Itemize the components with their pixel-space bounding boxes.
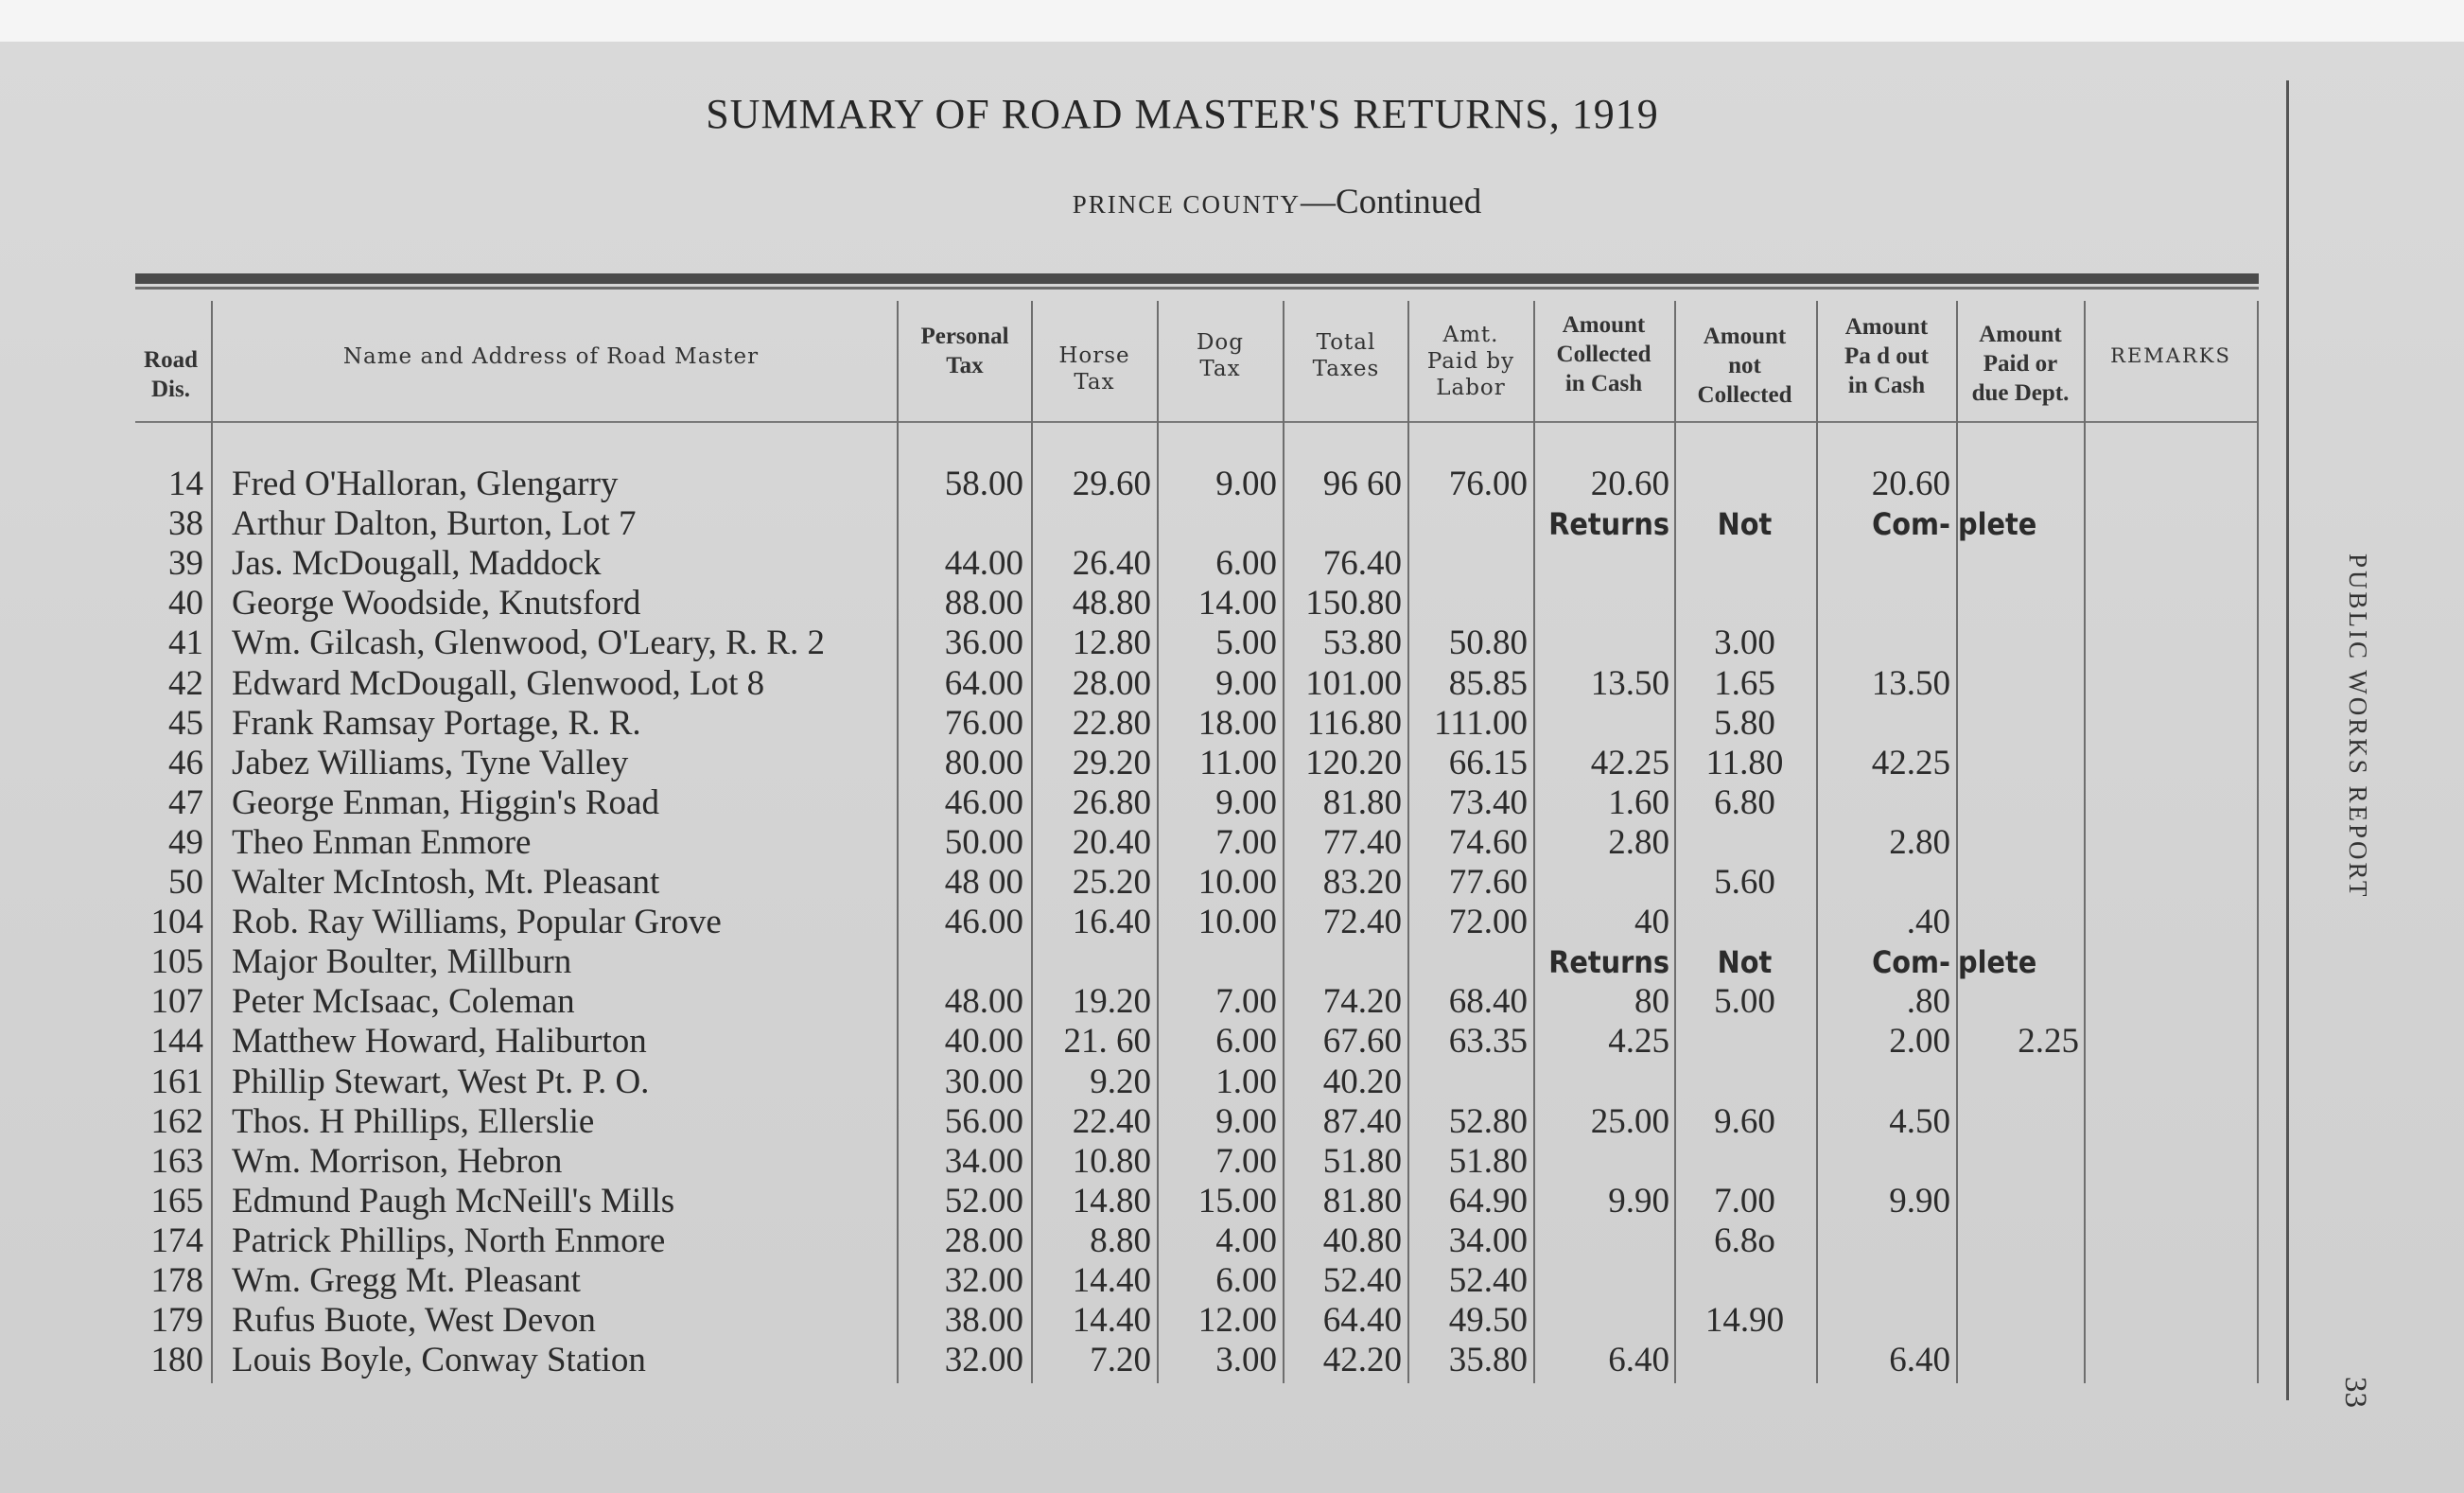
cell-collected-cash: 1.60 (1608, 783, 1669, 822)
cell-total-taxes: 76.40 (1322, 544, 1402, 583)
cell-horse-tax: 26.40 (1072, 544, 1151, 583)
page-subtitle (851, 182, 1703, 222)
cell-name: George Woodside, Knutsford (232, 584, 641, 623)
cell-personal-tax: 40.00 (944, 1022, 1023, 1061)
cell-dog-tax: 4.00 (1215, 1221, 1277, 1260)
cell-personal-tax: 64.00 (944, 664, 1023, 703)
cell-paid-out-cash: .40 (1906, 903, 1950, 941)
cell-paid-due-dept: 2.25 (2018, 1022, 2079, 1061)
cell-horse-tax: 7.20 (1090, 1341, 1151, 1379)
cell-dog-tax: 7.00 (1215, 823, 1277, 862)
header-collected-cash: Amount Collected in Cash (1556, 312, 1651, 396)
cell-collected-cash: 20.60 (1590, 465, 1669, 503)
cell-horse-tax: 26.80 (1072, 783, 1151, 822)
cell-not-collected: 5.80 (1714, 704, 1775, 743)
cell-personal-tax: 48.00 (944, 982, 1023, 1021)
cell-road-dis: 163 (150, 1142, 203, 1181)
page-number: 33 (2338, 1377, 2372, 1408)
cell-road-dis: 174 (150, 1221, 203, 1260)
cell-paid-due-dept: plete (1958, 506, 2037, 542)
column-divider (2257, 301, 2259, 1383)
cell-paid-labor: 73.40 (1448, 783, 1528, 822)
cell-name: Rufus Buote, West Devon (232, 1301, 596, 1340)
cell-total-taxes: 96 60 (1322, 465, 1402, 503)
cell-horse-tax: 28.00 (1072, 664, 1151, 703)
cell-paid-due-dept: plete (1958, 944, 2037, 980)
cell-road-dis: 41 (168, 624, 203, 662)
cell-name: Major Boulter, Millburn (232, 942, 572, 981)
cell-total-taxes: 101.00 (1305, 664, 1402, 703)
cell-personal-tax: 76.00 (944, 704, 1023, 743)
cell-road-dis: 144 (150, 1022, 203, 1061)
cell-personal-tax: 44.00 (944, 544, 1023, 583)
cell-name: Louis Boyle, Conway Station (232, 1341, 646, 1379)
header-horse-tax: Horse Tax (1058, 343, 1130, 395)
table-top-rule-thin (135, 287, 2259, 290)
cell-name: Phillip Stewart, West Pt. P. O. (232, 1063, 650, 1101)
cell-dog-tax: 6.00 (1215, 1261, 1277, 1300)
header-road-dis: Road Dis. (144, 347, 198, 402)
cell-name: Theo Enman Enmore (232, 823, 532, 862)
cell-personal-tax: 52.00 (944, 1182, 1023, 1221)
cell-total-taxes: 67.60 (1322, 1022, 1402, 1061)
cell-name: Fred O'Halloran, Glengarry (232, 465, 619, 503)
header-dog-tax: Dog Tax (1196, 330, 1244, 381)
cell-collected-cash: 9.90 (1608, 1182, 1669, 1221)
cell-collected-cash: 25.00 (1590, 1102, 1669, 1141)
cell-total-taxes: 40.20 (1322, 1063, 1402, 1101)
cell-personal-tax: 46.00 (944, 783, 1023, 822)
column-divider (1956, 301, 1958, 1383)
cell-paid-labor: 111.00 (1433, 704, 1528, 743)
cell-name: Rob. Ray Williams, Popular Grove (232, 903, 722, 941)
cell-total-taxes: 81.80 (1322, 783, 1402, 822)
cell-paid-labor: 77.60 (1448, 863, 1528, 902)
cell-paid-labor: 66.15 (1448, 744, 1528, 782)
cell-collected-cash: 80 (1634, 982, 1669, 1021)
cell-dog-tax: 9.00 (1215, 783, 1277, 822)
cell-total-taxes: 81.80 (1322, 1182, 1402, 1221)
cell-paid-labor: 52.40 (1448, 1261, 1528, 1300)
cell-not-collected: 5.00 (1714, 982, 1775, 1021)
cell-name: Wm. Gregg Mt. Pleasant (232, 1261, 581, 1300)
subtitle-continued: —Continued (1301, 183, 1482, 221)
cell-paid-out-cash: 2.00 (1889, 1022, 1950, 1061)
cell-total-taxes: 83.20 (1322, 863, 1402, 902)
page-title: SUMMARY OF ROAD MASTER'S RETURNS, 1919 (706, 91, 1659, 137)
cell-personal-tax: 36.00 (944, 624, 1023, 662)
cell-total-taxes: 51.80 (1322, 1142, 1402, 1181)
cell-paid-labor: 74.60 (1448, 823, 1528, 862)
cell-horse-tax: 8.80 (1090, 1221, 1151, 1260)
cell-personal-tax: 32.00 (944, 1261, 1023, 1300)
cell-name: George Enman, Higgin's Road (232, 783, 659, 822)
cell-dog-tax: 18.00 (1197, 704, 1277, 743)
cell-not-collected: 3.00 (1714, 624, 1775, 662)
column-divider (1674, 301, 1676, 1383)
cell-total-taxes: 77.40 (1322, 823, 1402, 862)
cell-personal-tax: 38.00 (944, 1301, 1023, 1340)
cell-horse-tax: 19.20 (1072, 982, 1151, 1021)
cell-not-collected: Not (1717, 506, 1773, 542)
cell-horse-tax: 20.40 (1072, 823, 1151, 862)
cell-horse-tax: 14.80 (1072, 1182, 1151, 1221)
county-name: PRINCE COUNTY (1072, 190, 1302, 219)
cell-dog-tax: 6.00 (1215, 1022, 1277, 1061)
column-divider (2084, 301, 2086, 1383)
header-name: Name and Address of Road Master (342, 344, 760, 369)
cell-collected-cash: 2.80 (1608, 823, 1669, 862)
cell-horse-tax: 21. 60 (1063, 1022, 1151, 1061)
cell-horse-tax: 29.20 (1072, 744, 1151, 782)
header-total-taxes: Total Taxes (1312, 330, 1380, 381)
cell-road-dis: 45 (168, 704, 203, 743)
cell-collected-cash: 40 (1634, 903, 1669, 941)
cell-paid-labor: 52.80 (1448, 1102, 1528, 1141)
cell-name: Patrick Phillips, North Enmore (232, 1221, 666, 1260)
header-remarks: REMARKS (2110, 344, 2231, 367)
cell-total-taxes: 87.40 (1322, 1102, 1402, 1141)
cell-horse-tax: 22.40 (1072, 1102, 1151, 1141)
cell-name: Edmund Paugh McNeill's Mills (232, 1182, 675, 1221)
cell-not-collected: 14.90 (1704, 1301, 1785, 1340)
cell-not-collected: 6.8o (1714, 1221, 1775, 1260)
column-divider (211, 301, 213, 1383)
cell-horse-tax: 14.40 (1072, 1301, 1151, 1340)
cell-paid-labor: 34.00 (1448, 1221, 1528, 1260)
cell-road-dis: 14 (168, 465, 203, 503)
cell-personal-tax: 30.00 (944, 1063, 1023, 1101)
cell-horse-tax: 9.20 (1090, 1063, 1151, 1101)
cell-paid-out-cash: Com- (1872, 944, 1950, 980)
cell-paid-labor: 76.00 (1448, 465, 1528, 503)
cell-total-taxes: 52.40 (1322, 1261, 1402, 1300)
cell-dog-tax: 1.00 (1215, 1063, 1277, 1101)
cell-total-taxes: 150.80 (1305, 584, 1402, 623)
cell-personal-tax: 48 00 (944, 863, 1023, 902)
cell-paid-out-cash: 4.50 (1889, 1102, 1950, 1141)
cell-road-dis: 46 (168, 744, 203, 782)
cell-road-dis: 104 (150, 903, 203, 941)
cell-paid-labor: 50.80 (1448, 624, 1528, 662)
cell-dog-tax: 7.00 (1215, 982, 1277, 1021)
cell-paid-labor: 51.80 (1448, 1142, 1528, 1181)
cell-road-dis: 165 (150, 1182, 203, 1221)
cell-paid-labor: 72.00 (1448, 903, 1528, 941)
cell-road-dis: 42 (168, 664, 203, 703)
cell-total-taxes: 116.80 (1306, 704, 1402, 743)
cell-not-collected: Not (1717, 944, 1773, 980)
cell-paid-out-cash: .80 (1906, 982, 1950, 1021)
header-paid-due-dept: Amount Paid or due Dept. (1971, 322, 2070, 406)
cell-total-taxes: 53.80 (1322, 624, 1402, 662)
cell-road-dis: 50 (168, 863, 203, 902)
cell-horse-tax: 10.80 (1072, 1142, 1151, 1181)
cell-dog-tax: 3.00 (1215, 1341, 1277, 1379)
cell-dog-tax: 14.00 (1197, 584, 1277, 623)
cell-total-taxes: 42.20 (1322, 1341, 1402, 1379)
cell-collected-cash: 42.25 (1590, 744, 1669, 782)
cell-road-dis: 39 (168, 544, 203, 583)
cell-personal-tax: 34.00 (944, 1142, 1023, 1181)
cell-collected-cash: 4.25 (1608, 1022, 1669, 1061)
cell-road-dis: 47 (168, 783, 203, 822)
cell-dog-tax: 5.00 (1215, 624, 1277, 662)
cell-collected-cash: 13.50 (1590, 664, 1669, 703)
side-label: PUBLIC WORKS REPORT (2344, 553, 2372, 900)
header-not-collected: Amount not Collected (1697, 324, 1792, 408)
cell-name: Thos. H Phillips, Ellerslie (232, 1102, 595, 1141)
cell-collected-cash: Returns (1548, 944, 1669, 980)
table-top-rule (135, 273, 2259, 284)
cell-dog-tax: 9.00 (1215, 664, 1277, 703)
cell-road-dis: 49 (168, 823, 203, 862)
cell-horse-tax: 48.80 (1072, 584, 1151, 623)
cell-paid-out-cash: 6.40 (1889, 1341, 1950, 1379)
cell-collected-cash: Returns (1548, 506, 1669, 542)
cell-dog-tax: 12.00 (1197, 1301, 1277, 1340)
cell-paid-labor: 68.40 (1448, 982, 1528, 1021)
cell-personal-tax: 28.00 (944, 1221, 1023, 1260)
cell-horse-tax: 16.40 (1072, 903, 1151, 941)
cell-personal-tax: 80.00 (944, 744, 1023, 782)
cell-paid-out-cash: 20.60 (1871, 465, 1950, 503)
header-bottom-rule (135, 421, 2259, 423)
cell-dog-tax: 11.00 (1199, 744, 1277, 782)
cell-personal-tax: 32.00 (944, 1341, 1023, 1379)
cell-road-dis: 38 (168, 504, 203, 543)
cell-not-collected: 7.00 (1714, 1182, 1775, 1221)
cell-paid-out-cash: Com- (1872, 506, 1950, 542)
cell-name: Peter McIsaac, Coleman (232, 982, 575, 1021)
cell-paid-labor: 63.35 (1448, 1022, 1528, 1061)
cell-personal-tax: 58.00 (944, 465, 1023, 503)
cell-dog-tax: 9.00 (1215, 1102, 1277, 1141)
cell-road-dis: 105 (150, 942, 203, 981)
cell-name: Matthew Howard, Haliburton (232, 1022, 647, 1061)
cell-total-taxes: 74.20 (1322, 982, 1402, 1021)
cell-horse-tax: 29.60 (1072, 465, 1151, 503)
cell-not-collected: 11.80 (1705, 744, 1784, 782)
cell-name: Jabez Williams, Tyne Valley (232, 744, 629, 782)
cell-paid-labor: 64.90 (1448, 1182, 1528, 1221)
page-side-rule (2286, 80, 2289, 1400)
cell-dog-tax: 9.00 (1215, 465, 1277, 503)
cell-paid-out-cash: 42.25 (1871, 744, 1950, 782)
cell-paid-labor: 85.85 (1448, 664, 1528, 703)
header-paid-out-cash: Amount Pa d out in Cash (1844, 314, 1929, 398)
cell-name: Arthur Dalton, Burton, Lot 7 (232, 504, 637, 543)
cell-horse-tax: 12.80 (1072, 624, 1151, 662)
cell-personal-tax: 50.00 (944, 823, 1023, 862)
cell-total-taxes: 40.80 (1322, 1221, 1402, 1260)
cell-road-dis: 107 (150, 982, 203, 1021)
cell-dog-tax: 7.00 (1215, 1142, 1277, 1181)
cell-name: Walter McIntosh, Mt. Pleasant (232, 863, 660, 902)
cell-name: Frank Ramsay Portage, R. R. (232, 704, 641, 743)
cell-name: Jas. McDougall, Maddock (232, 544, 602, 583)
cell-personal-tax: 56.00 (944, 1102, 1023, 1141)
header-paid-labor: Amt. Paid by Labor (1426, 323, 1515, 400)
cell-personal-tax: 46.00 (944, 903, 1023, 941)
cell-paid-out-cash: 9.90 (1889, 1182, 1950, 1221)
cell-road-dis: 180 (150, 1341, 203, 1379)
cell-road-dis: 161 (150, 1063, 203, 1101)
cell-name: Wm. Morrison, Hebron (232, 1142, 563, 1181)
cell-road-dis: 179 (150, 1301, 203, 1340)
cell-total-taxes: 72.40 (1322, 903, 1402, 941)
cell-road-dis: 40 (168, 584, 203, 623)
cell-dog-tax: 10.00 (1197, 863, 1277, 902)
cell-not-collected: 9.60 (1714, 1102, 1775, 1141)
cell-road-dis: 162 (150, 1102, 203, 1141)
cell-paid-out-cash: 13.50 (1871, 664, 1950, 703)
cell-total-taxes: 120.20 (1305, 744, 1402, 782)
cell-personal-tax: 88.00 (944, 584, 1023, 623)
cell-dog-tax: 6.00 (1215, 544, 1277, 583)
cell-paid-out-cash: 2.80 (1889, 823, 1950, 862)
header-personal-tax: Personal Tax (920, 324, 1009, 378)
cell-horse-tax: 22.80 (1072, 704, 1151, 743)
cell-horse-tax: 25.20 (1072, 863, 1151, 902)
cell-total-taxes: 64.40 (1322, 1301, 1402, 1340)
cell-name: Edward McDougall, Glenwood, Lot 8 (232, 664, 765, 703)
cell-not-collected: 5.60 (1714, 863, 1775, 902)
cell-road-dis: 178 (150, 1261, 203, 1300)
cell-dog-tax: 15.00 (1197, 1182, 1277, 1221)
cell-paid-labor: 49.50 (1448, 1301, 1528, 1340)
cell-not-collected: 6.80 (1714, 783, 1775, 822)
cell-horse-tax: 14.40 (1072, 1261, 1151, 1300)
cell-paid-labor: 35.80 (1448, 1341, 1528, 1379)
cell-dog-tax: 10.00 (1197, 903, 1277, 941)
cell-name: Wm. Gilcash, Glenwood, O'Leary, R. R. 2 (232, 624, 825, 662)
cell-not-collected: 1.65 (1714, 664, 1775, 703)
cell-collected-cash: 6.40 (1608, 1341, 1669, 1379)
